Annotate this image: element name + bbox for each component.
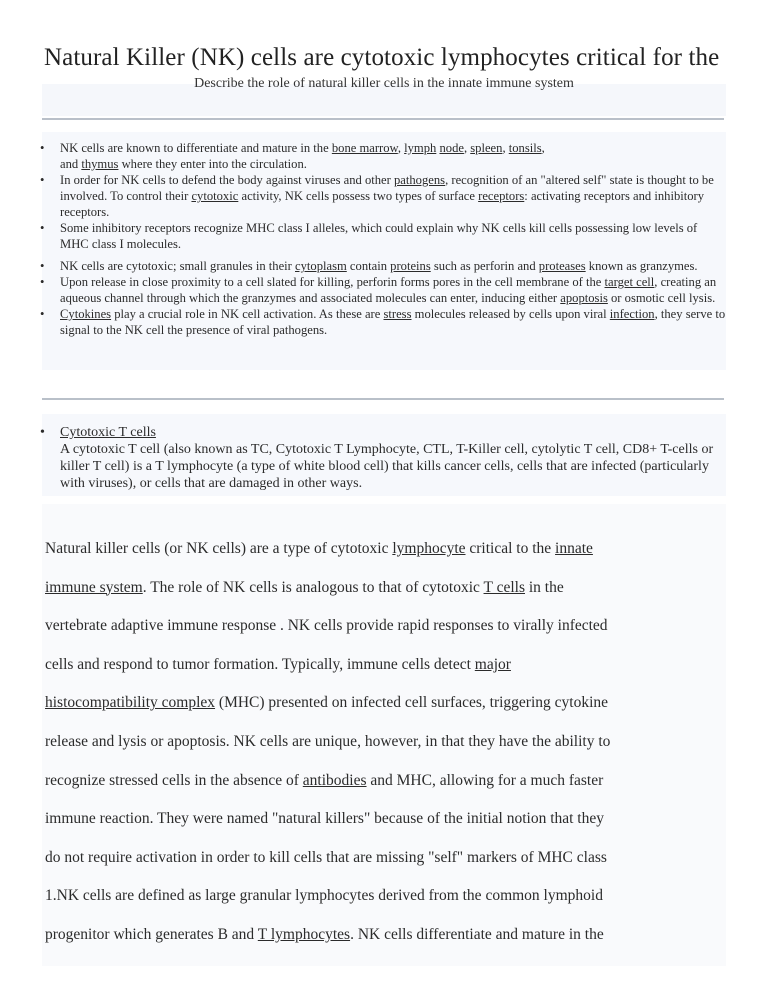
text: known as granzymes. [585,259,698,273]
paragraph-line: immune reaction. They were named "natural killers" because of the initial notion that they [45,810,604,828]
list-item [40,274,728,306]
link-cytotoxic-t-cells[interactable]: Cytotoxic T cells [60,425,156,440]
link-tonsils[interactable]: tonsils [508,141,542,155]
text: : activating receptors and inhibitory receptors. [60,189,705,219]
link-innate[interactable]: innate [555,540,593,557]
link-antibodies[interactable]: antibodies [302,771,367,789]
bullet: • [40,221,45,235]
link-node[interactable]: node [439,141,464,155]
text: and [60,157,82,171]
paragraph-line [45,916,725,955]
divider [42,118,724,120]
link-infection[interactable]: infection [609,307,655,321]
text: recognize stressed cells in the absence of [45,771,303,789]
link-stress[interactable]: stress [383,307,412,321]
text: , [502,141,509,155]
divider [42,398,724,400]
link-pathogens[interactable]: pathogens [394,173,446,187]
paragraph-line [45,646,725,685]
link-cytokines[interactable]: Cytokines [60,307,112,321]
text: , [463,141,471,155]
text: progenitor which generates B and [45,925,258,943]
text: NK cells are cytotoxic; small granules in their [60,259,296,273]
text: in the [525,578,564,596]
link-apoptosis[interactable]: apoptosis [560,291,608,305]
bullet: • [40,141,45,155]
link-immune-system[interactable]: immune system [45,578,143,596]
text: molecules released by cells upon viral [411,307,610,321]
bullet: • [40,259,45,273]
link-t-cells[interactable]: T cells [483,578,525,596]
text: , recognition of an "altered self" state is thought to be involved. To control their [60,173,714,203]
text: . The role of NK cells is analogous to that of cytotoxic [142,578,484,596]
text: , they serve to signal to the NK cell the presence of viral pathogens. [60,307,726,337]
text: activity, NK cells possess two types of surface [238,189,479,203]
text: Upon release in close proximity to a cell slated for killing, perforin forms pores in the cell membrane of the [60,275,605,289]
text: , [541,141,545,155]
paragraph-line [45,684,725,723]
link-histocompatibility-complex[interactable]: histocompatibility complex [45,694,216,712]
paragraph-line [45,569,725,608]
paragraph-line: release and lysis or apoptosis. NK cells are unique, however, in that they have the ability to [45,732,611,750]
link-cytotoxic[interactable]: cytotoxic [191,189,239,203]
bullet: • [40,425,45,440]
text: Some inhibitory receptors recognize MHC class I alleles, which could explain why NK cells kill cells possessing low levels of MHC class I molecules. [60,221,698,251]
link-lymph[interactable]: lymph [404,141,437,155]
text: and MHC, allowing for a much faster [366,771,604,789]
link-target-cell[interactable]: target cell [604,275,655,289]
bullet-list-tc [40,424,728,492]
list-item [40,306,728,338]
bullet-list-nk [40,140,728,338]
page-title: Natural Killer (NK) cells are cytotoxic lymphocytes critical for the [44,44,720,71]
paragraph-line: do not require activation in order to kill cells that are missing "self" markers of MHC class [45,848,607,866]
text: play a crucial role in NK cell activation. As these are [111,307,384,321]
text: NK cells are known to differentiate and mature in the [60,141,332,155]
link-major[interactable]: major [474,655,511,673]
bullet: • [40,307,45,321]
list-item [40,424,728,492]
link-lymphocyte[interactable]: lymphocyte [392,540,466,557]
text: where they enter into the circulation. [118,157,307,171]
main-paragraph [45,530,725,955]
bullet: • [40,275,45,289]
text: contain [346,259,391,273]
text: . NK cells differentiate and mature in the [350,925,604,943]
text: (MHC) presented on infected cell surfaces, triggering cytokine [215,694,609,712]
paragraph-line: vertebrate adaptive immune response . NK cells provide rapid responses to virally infected [45,617,608,635]
link-proteases[interactable]: proteases [538,259,586,273]
list-item [40,220,728,252]
link-spleen[interactable]: spleen [470,141,503,155]
text: such as perforin and [430,259,539,273]
link-thymus[interactable]: thymus [81,157,119,171]
paragraph-line [45,530,725,569]
text: cells and respond to tumor formation. Typically, immune cells detect [45,655,475,673]
link-cytoplasm[interactable]: cytoplasm [295,259,347,273]
link-proteins[interactable]: proteins [390,259,431,273]
text: In order for NK cells to defend the body against viruses and other [60,173,394,187]
text: , [397,141,405,155]
paragraph-line [45,762,725,801]
link-t-lymphocytes[interactable]: T lymphocytes [257,925,351,943]
text: Natural killer cells (or NK cells) are a type of cytotoxic [45,540,393,557]
text: A cytotoxic T cell (also known as TC, Cytotoxic T Lymphocyte, CTL, T-Killer cell, cytolytic T cell, CD8+ T-cells or killer T cell) is a T lymphocyte (a type of white blood cell) that kills cancer cells, cells that are infected (particularly with viruses), or cells that are damaged in other ways. [60,442,714,491]
list-item [40,140,728,172]
bullet: • [40,173,45,187]
page-subtitle: Describe the role of natural killer cells in the innate immune system [194,76,574,91]
list-item [40,172,728,220]
text: or osmotic cell lysis. [607,291,716,305]
text: , creating an aqueous channel through which the granzymes and associated molecules can enter, inducing either [60,275,717,305]
link-bone-marrow[interactable]: bone marrow [331,141,398,155]
list-item [40,258,728,274]
text: critical to the [465,540,556,557]
link-receptors[interactable]: receptors [478,189,525,203]
paragraph-line: 1.NK cells are defined as large granular lymphocytes derived from the common lymphoid [45,887,603,905]
